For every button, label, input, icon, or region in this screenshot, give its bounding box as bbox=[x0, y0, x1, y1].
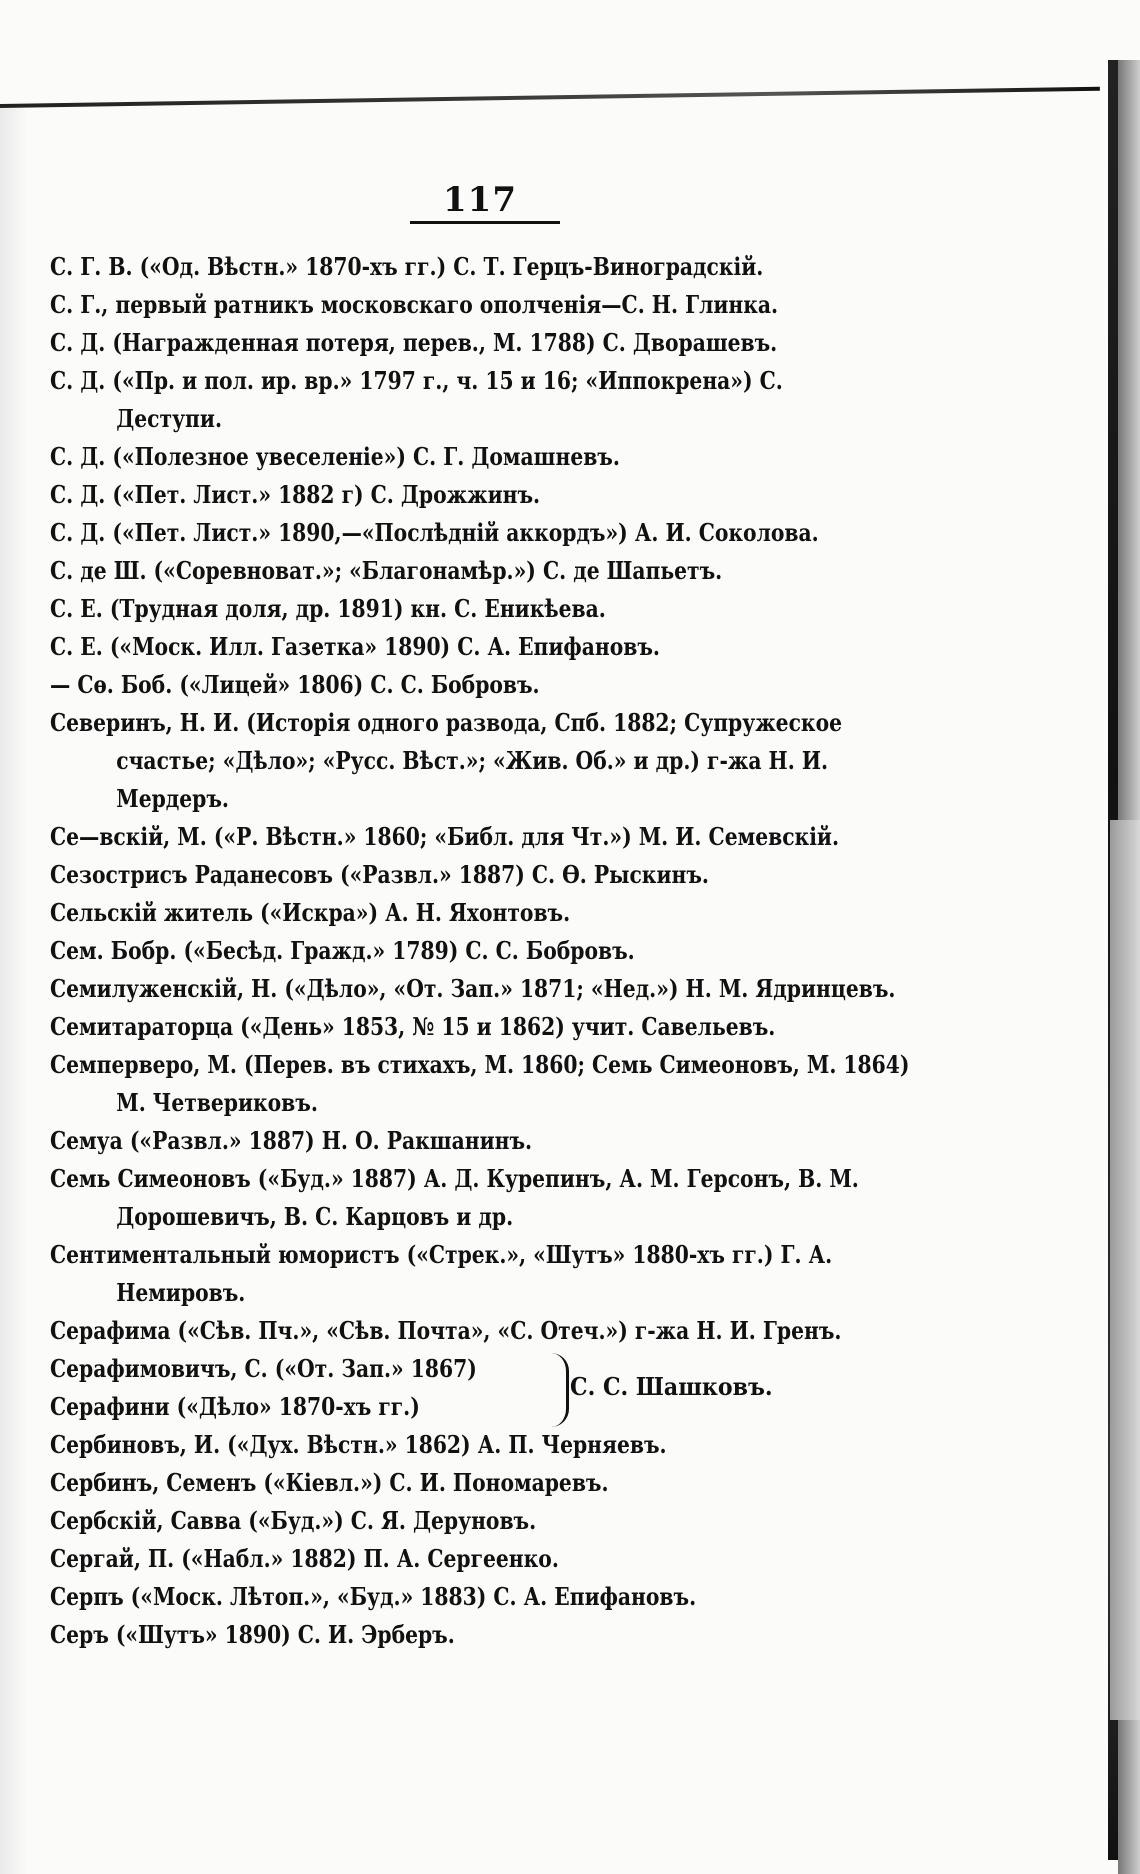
entry-line: С. Д. («Пр. и пол. ир. вр.» 1797 г., ч. 15 и 16; «Иппокрена») С. bbox=[50, 366, 783, 395]
entry-line: — Сѳ. Боб. («Лицей» 1806) С. С. Бобровъ. bbox=[50, 670, 540, 699]
entry-line: Семитараторца («День» 1853, № 15 и 1862) учит. Савельевъ. bbox=[50, 1012, 776, 1041]
entry-line: С. Г., первый ратникъ московскаго ополченія—С. Н. Глинка. bbox=[50, 290, 779, 319]
entry-continuation-line: Мердеръ. bbox=[116, 784, 229, 813]
entry-line: С. Д. («Полезное увеселеніе») С. Г. Домашневъ. bbox=[50, 442, 620, 471]
entry-line: С. Д. («Пет. Лист.» 1890,—«Послѣдній аккордъ») А. И. Соколова. bbox=[50, 518, 819, 547]
brace bbox=[536, 1353, 569, 1427]
entry-line: Сем. Бобр. («Бесѣд. Гражд.» 1789) С. С. Бобровъ. bbox=[50, 936, 635, 965]
entry-continuation-line: М. Четвериковъ. bbox=[116, 1088, 318, 1117]
entry-continuation-line: Деступи. bbox=[116, 404, 223, 433]
entry-line: Серафимовичъ, С. («От. Зап.» 1867) bbox=[50, 1354, 477, 1383]
entry-line: Сентиментальный юмористъ («Стрек.», «Шутъ» 1880-хъ гг.) Г. А. bbox=[50, 1240, 833, 1269]
entry-line: Серпъ («Моск. Лѣтоп.», «Буд.» 1883) С. А. Епифановъ. bbox=[50, 1582, 697, 1611]
entry-line: Сергай, П. («Набл.» 1882) П. А. Сергеенко. bbox=[50, 1544, 559, 1573]
entry-line: Серафини («Дѣло» 1870-хъ гг.) bbox=[50, 1392, 420, 1421]
binding-shadow bbox=[1110, 820, 1140, 1720]
entry-line: Сербинъ, Семенъ («Кіевл.») С. И. Пономаревъ. bbox=[50, 1468, 609, 1497]
entry-line: Семилуженскій, Н. («Дѣло», «От. Зап.» 1871; «Нед.») Н. М. Ядринцевъ. bbox=[50, 974, 896, 1003]
entry-line: Семуа («Развл.» 1887) Н. О. Ракшанинъ. bbox=[50, 1126, 533, 1155]
entry-line: Сербскій, Савва («Буд.») С. Я. Деруновъ. bbox=[50, 1506, 537, 1535]
entry-line: Сезострисъ Раданесовъ («Развл.» 1887) С. Ѳ. Рыскинъ. bbox=[50, 860, 709, 889]
entry-line: Серъ («Шутъ» 1890) С. И. Эрберъ. bbox=[50, 1620, 455, 1649]
entry-continuation-line: Немировъ. bbox=[116, 1278, 246, 1307]
dictionary-entries bbox=[50, 248, 980, 1654]
page-number-rule bbox=[410, 221, 560, 224]
entry-line: С. Е. (Трудная доля, др. 1891) кн. С. Еникѣева. bbox=[50, 594, 606, 623]
entry-line: Семперверо, М. (Перев. въ стихахъ, М. 1860; Семь Симеоновъ, М. 1864) bbox=[50, 1050, 910, 1079]
entry-line: С. Д. («Пет. Лист.» 1882 г) С. Дрожжинъ. bbox=[50, 480, 541, 509]
entry-line: С. Е. («Моск. Илл. Газетка» 1890) С. А. Епифановъ. bbox=[50, 632, 660, 661]
entry-line: Сербиновъ, И. («Дух. Вѣстн.» 1862) А. П. Черняевъ. bbox=[50, 1430, 667, 1459]
entry-line: Семь Симеоновъ («Буд.» 1887) А. Д. Курепинъ, А. М. Герсонъ, В. М. bbox=[50, 1164, 859, 1193]
entry-line: С. Д. (Награжденная потеря, перев., М. 1788) С. Дворашевъ. bbox=[50, 328, 778, 357]
entry-line: Северинъ, Н. И. (Исторія одного развода, Спб. 1882; Супружеское bbox=[50, 708, 843, 737]
left-margin-shade bbox=[0, 108, 28, 1874]
entry-line: Се—вскій, М. («Р. Вѣстн.» 1860; «Библ. для Чт.») М. И. Семевскій. bbox=[50, 822, 840, 851]
entry-continuation-line: Дорошевичъ, В. С. Карцовъ и др. bbox=[116, 1202, 514, 1231]
entry-line: С. де Ш. («Соревноват.»; «Благонамѣр.») С. де Шапьетъ. bbox=[50, 556, 723, 585]
entry-continuation-line: счастье; «Дѣло»; «Русс. Вѣст.»; «Жив. Об.» и др.) г-жа Н. И. bbox=[116, 746, 829, 775]
entry-line: С. Г. В. («Од. Вѣстн.» 1870-хъ гг.) С. Т. Герцъ-Виноградскій. bbox=[50, 252, 764, 281]
entry-line: Сельскій житель («Искра») А. Н. Яхонтовъ. bbox=[50, 898, 571, 927]
entry-line: Серафима («Сѣв. Пч.», «Сѣв. Почта», «С. Отеч.») г-жа Н. И. Гренъ. bbox=[50, 1316, 842, 1345]
page-top-edge bbox=[0, 87, 1100, 108]
brace-attribution: С. С. Шашковъ. bbox=[570, 1372, 773, 1401]
page-number: 117 bbox=[443, 180, 517, 220]
